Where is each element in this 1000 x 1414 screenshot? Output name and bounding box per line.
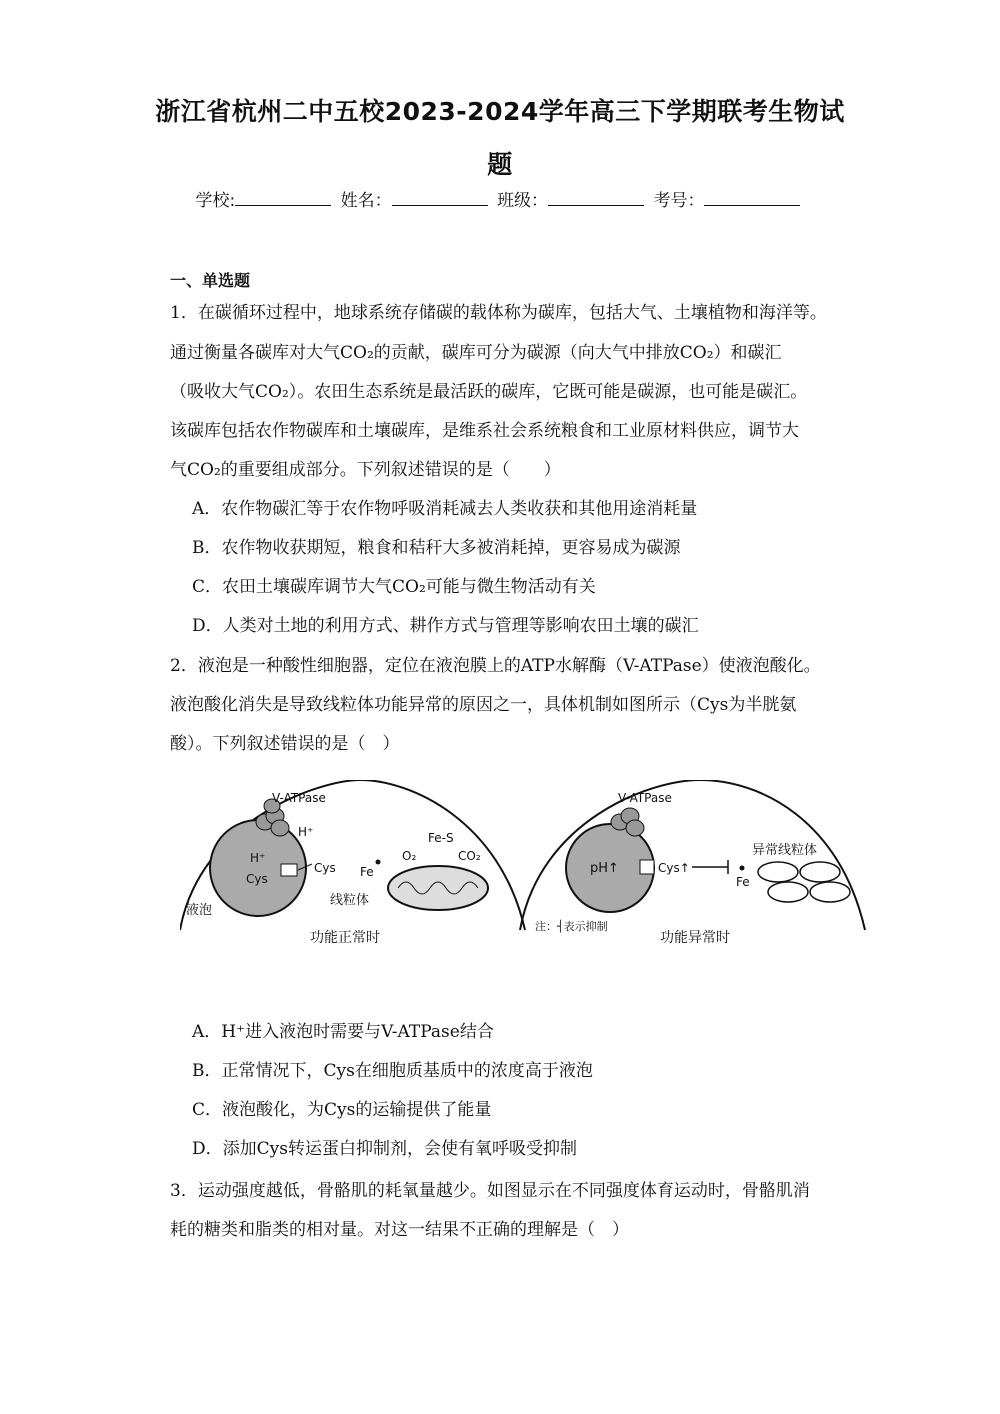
section-heading: 一、单选题 (170, 271, 251, 290)
name-label: 姓名： (340, 191, 392, 211)
right-abnormal-label: 异常线粒体 (752, 843, 818, 858)
q1-line: 该碳库包括农作物碳库和土壤碳库，是维系社会系统粮食和工业原材料供应，调节大 (170, 421, 799, 441)
school-label: 学校: (195, 191, 236, 211)
left-mitochondrion (388, 866, 488, 910)
class-blank (548, 191, 644, 206)
left-cys-in: Cys (246, 872, 268, 886)
page-title: 浙江省杭州二中五校2023-2024学年高三下学期联考生物试 (155, 97, 845, 126)
q2-line: 液泡酸化消失是导致线粒体功能异常的原因之一，具体机制如图所示（Cys为半胱氨 (170, 695, 797, 715)
left-caption: 功能正常时 (310, 930, 380, 946)
class-label: 班级： (497, 191, 549, 211)
left-co2-label: CO₂ (458, 849, 481, 863)
right-transporter (640, 860, 654, 874)
right-fe-label: Fe (736, 875, 750, 889)
right-vatpase-label: V-ATPase (618, 791, 672, 805)
q1-line: 通过衡量各碳库对大气CO₂的贡献，碳库可分为碳源（向大气中排放CO₂）和碳汇 (170, 343, 782, 363)
q1-option-d: D．人类对土地的利用方式、耕作方式与管理等影响农田土壤的碳汇 (192, 616, 699, 636)
right-note: 注：┤表示抑制 (535, 920, 608, 933)
right-caption: 功能异常时 (660, 930, 730, 946)
right-ph-label: pH↑ (590, 861, 619, 876)
left-vacuole-label: 液泡 (186, 903, 213, 918)
student-info-row (0, 186, 1000, 211)
name-blank (392, 191, 488, 206)
left-fes-label: Fe-S (428, 831, 454, 845)
school-blank (235, 191, 331, 206)
abnormal-function-panel (520, 780, 865, 946)
q2-option-c: C．液泡酸化，为Cys的运输提供了能量 (192, 1100, 492, 1120)
id-label: 考号： (653, 191, 705, 211)
vacuole-mechanism-figure (180, 780, 880, 960)
q2-line: 2．液泡是一种酸性细胞器，定位在液泡膜上的ATP水解酶（V-ATPase）使液泡酸化。 (170, 656, 821, 676)
left-vatpase-label: V-ATPase (272, 791, 326, 805)
q2-line: 酸）。下列叙述错误的是（ ） (170, 734, 400, 754)
q2-option-b: B．正常情况下，Cys在细胞质基质中的浓度高于液泡 (192, 1061, 593, 1081)
left-fe-dot (376, 860, 381, 865)
abnormal-mitochondria-icon (758, 862, 850, 902)
q1-option-b: B．农作物收获期短，粮食和秸秆大多被消耗掉，更容易成为碳源 (192, 538, 681, 558)
right-cys-label: Cys↑ (658, 861, 690, 875)
q2-option-d: D．添加Cys转运蛋白抑制剂，会使有氧呼吸受抑制 (192, 1139, 577, 1159)
left-o2-label: O₂ (402, 849, 417, 863)
q2-option-a: A．H⁺进入液泡时需要与V-ATPase结合 (192, 1022, 494, 1042)
q1-option-a: A．农作物碳汇等于农作物呼吸消耗减去人类收获和其他用途消耗量 (192, 499, 698, 519)
page-title-continued: 题 (487, 150, 513, 179)
q1-line: 1．在碳循环过程中，地球系统存储碳的载体称为碳库，包括大气、土壤植物和海洋等。 (170, 303, 827, 323)
q3-line: 3．运动强度越低，骨骼肌的耗氧量越少。如图显示在不同强度体育运动时，骨骼肌消 (170, 1181, 810, 1201)
q1-line: 气CO₂的重要组成部分。下列叙述错误的是（ ） (170, 460, 561, 480)
left-fe-label: Fe (360, 865, 374, 879)
right-fe-dot (740, 866, 745, 871)
normal-function-panel (180, 780, 525, 946)
q1-line: （吸收大气CO₂）。农田生态系统是最活跃的碳库，它既可能是碳源，也可能是碳汇。 (170, 382, 808, 402)
left-transporter (281, 864, 297, 876)
left-hplus-out: H⁺ (298, 825, 314, 839)
q1-option-c: C．农田土壤碳库调节大气CO₂可能与微生物活动有关 (192, 577, 596, 597)
id-blank (704, 191, 800, 206)
q3-line: 耗的糖类和脂类的相对量。对这一结果不正确的理解是（ ） (170, 1220, 629, 1240)
left-mito-label: 线粒体 (330, 893, 370, 908)
left-hplus-in: H⁺ (250, 851, 266, 865)
left-cys-out: Cys (314, 861, 336, 875)
